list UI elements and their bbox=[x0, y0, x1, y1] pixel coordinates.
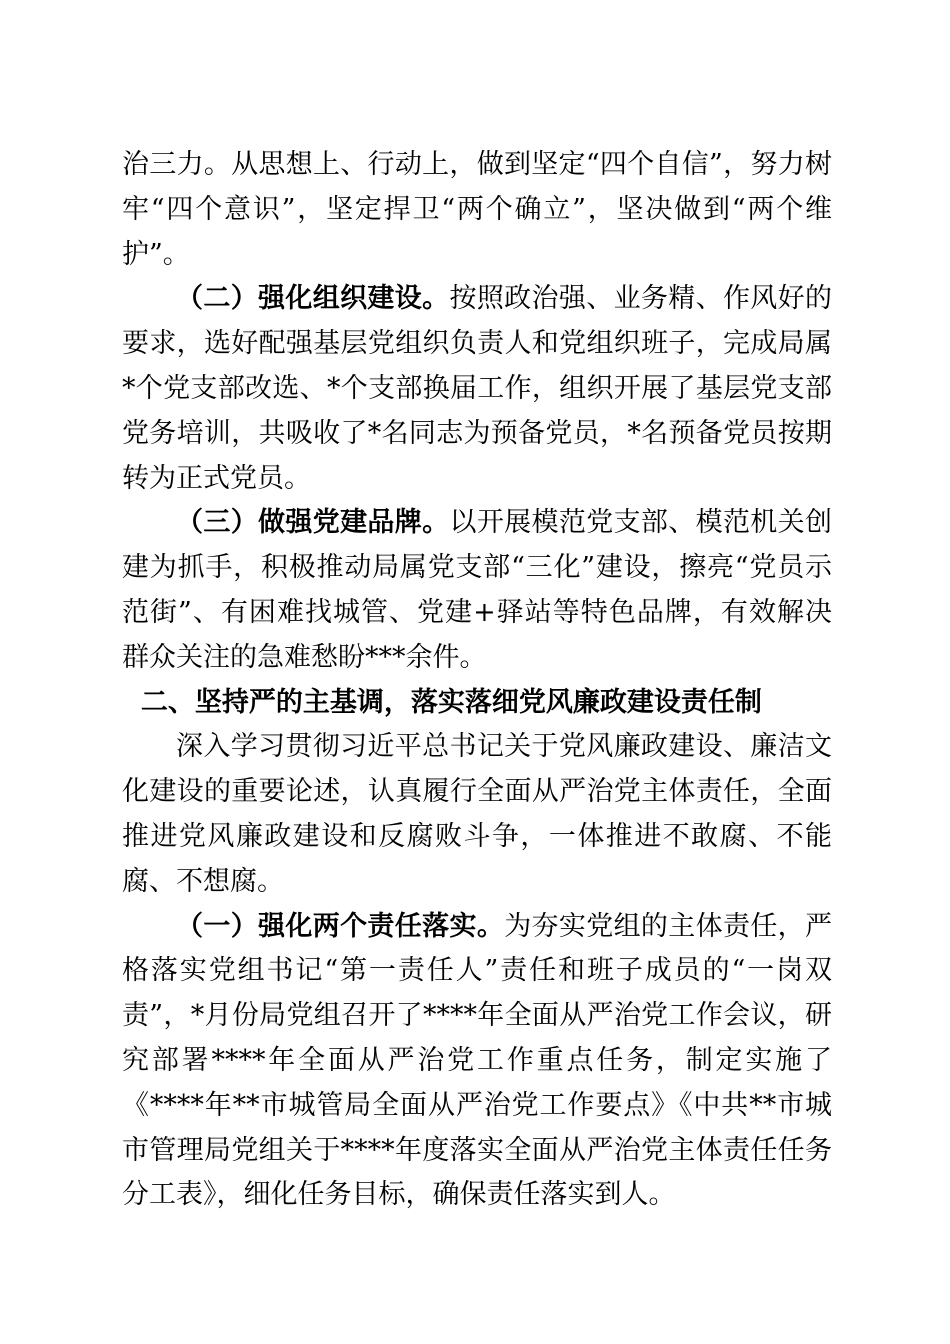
paragraph-party-brand bbox=[122, 501, 832, 680]
paragraph-lead: （三）做强党建品牌。 bbox=[176, 507, 450, 539]
paragraph-two-responsibilities bbox=[122, 905, 832, 1219]
paragraph-body: 按照政治强、业务精、作风好的要求，选好配强基层党组织负责人和党组织班子，完成局属*个党支部改选、*个支部换届工作，组织开展了基层党支部党务培训，共吸收了*名同志为预备党员，*名预备党员按期转为正式党员。 bbox=[122, 283, 833, 494]
paragraph-lead: （一）强化两个责任落实。 bbox=[176, 910, 505, 942]
document-page bbox=[122, 143, 832, 1218]
paragraph-organization-building bbox=[122, 277, 832, 501]
paragraph-section-intro: 深入学习贯彻习近平总书记关于党风廉政建设、廉洁文化建设的重要论述，认真履行全面从严治党主体责任，全面推进党风廉政建设和反腐败斗争，一体推进不敢腐、不能腐、不想腐。 bbox=[122, 731, 832, 897]
section-heading: 二、坚持严的主基调，落实落细党风廉政建设责任制 bbox=[140, 686, 762, 718]
paragraph-body: 为夯实党组的主体责任，严格落实党组书记“第一责任人”责任和班子成员的“一岗双责”，*月份局党组召开了****年全面从严治党工作会议，研究部署****年全面从严治党工作重点任务，制定实施了《****年**市城管局全面从严治党工作要点》《中共**市城市管理局党组关于****年度落实全面从严治党主体责任任务分工表》，细化任务目标，确保责任落实到人。 bbox=[122, 910, 833, 1211]
paragraph-lead: （二）强化组织建设。 bbox=[176, 283, 450, 315]
paragraph-continuation: 治三力。从思想上、行动上，做到坚定“四个自信”，努力树牢“四个意识”，坚定捍卫“两个确立”，坚决做到“两个维护”。 bbox=[122, 149, 832, 270]
paragraph-body: 以开展模范党支部、模范机关创建为抓手，积极推动局属党支部“三化”建设，擦亮“党员示范街”、有困难找城管、党建+驿站等特色品牌，有效解决群众关注的急难愁盼***余件。 bbox=[122, 507, 833, 673]
